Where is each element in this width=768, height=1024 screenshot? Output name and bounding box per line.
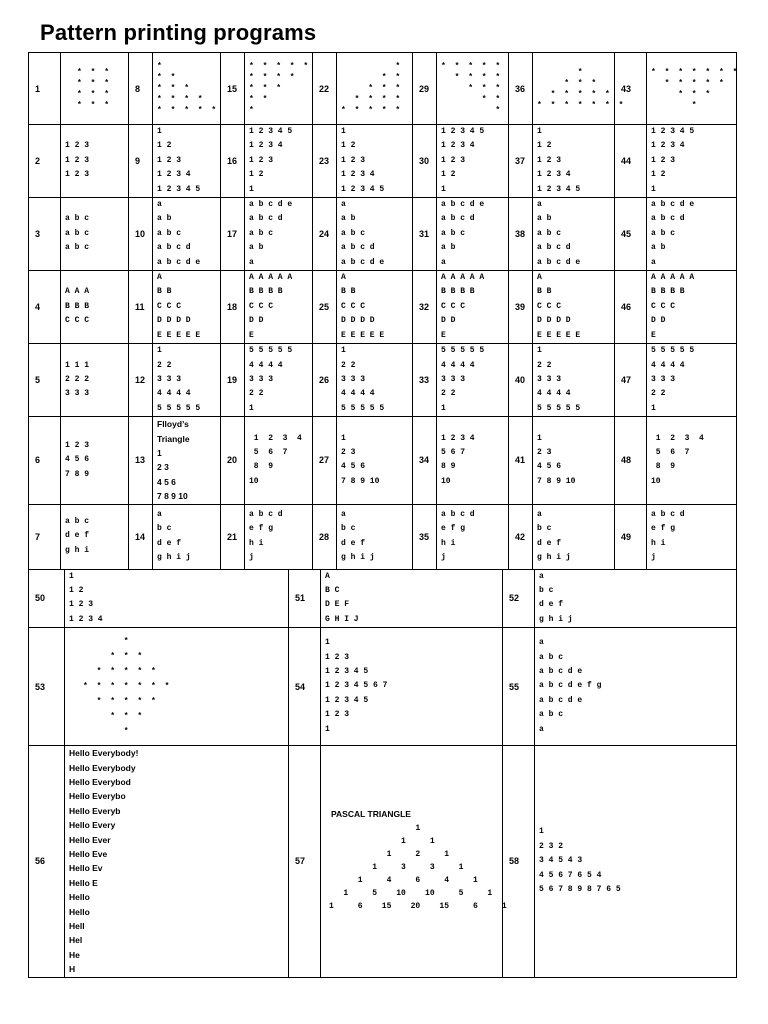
pattern-cell <box>337 504 413 569</box>
pattern-text: A A A B B B C C C <box>65 287 90 326</box>
pattern-text: a b c d e a b c d a b c a b a <box>441 200 485 267</box>
pattern-text: * * * * * * * * * * * * * * * * <box>537 67 626 110</box>
pattern-number: 17 <box>221 198 245 271</box>
pattern-number: 25 <box>313 271 337 344</box>
pattern-text: a b c a b c a b c <box>65 214 90 253</box>
pattern-text: A B C D E F G H I J <box>325 571 359 624</box>
pattern-text: * * * * * * * * * * * * * * * * * * * * * * * * * <box>83 637 172 737</box>
pattern-number: 54 <box>289 628 321 746</box>
pattern-text: 5 5 5 5 5 4 4 4 4 3 3 3 2 2 1 <box>441 346 485 413</box>
pattern-text: a a b a b c a b c d a b c d e <box>341 200 385 267</box>
pattern-cell <box>535 628 737 746</box>
pattern-text: 1 2 3 4 5 1 2 3 4 1 2 3 1 2 1 <box>249 127 293 194</box>
pattern-number: 22 <box>313 53 337 125</box>
pattern-table-top <box>28 52 740 570</box>
pattern-cell <box>337 53 413 125</box>
pattern-text: a b c d e f g h i j <box>539 571 573 624</box>
pattern-text: Flloyd’s Triangle 1 2 3 4 5 6 7 8 9 10 <box>157 419 190 502</box>
pattern-number: 14 <box>129 504 153 569</box>
pattern-text: 1 2 3 4 5 6 7 8 9 10 <box>651 433 704 486</box>
pattern-cell <box>647 271 737 344</box>
pattern-number: 12 <box>129 344 153 417</box>
pattern-cell <box>437 271 509 344</box>
pattern-text: a b c d e f g h i j <box>651 509 685 562</box>
pattern-text: 1 1 2 3 1 2 3 4 5 1 2 3 4 5 6 7 1 2 3 4 5 1 2 3 1 <box>325 638 388 734</box>
pattern-number: 47 <box>615 344 647 417</box>
pattern-number: 45 <box>615 198 647 271</box>
pattern-number: 39 <box>509 271 533 344</box>
pattern-cell <box>535 746 737 978</box>
pattern-number: 52 <box>503 569 535 628</box>
pattern-text: 5 5 5 5 5 4 4 4 4 3 3 3 2 2 1 <box>651 346 695 413</box>
pattern-text: A A A A A B B B B C C C D D E <box>249 273 293 340</box>
pattern-number: 6 <box>29 417 61 504</box>
pattern-number: 24 <box>313 198 337 271</box>
pattern-text: 1 2 3 4 5 6 7 8 9 10 <box>537 433 576 486</box>
pattern-number: 15 <box>221 53 245 125</box>
pattern-text: Hello Everybody! Hello Everybody Hello Everybod Hello Everybo Hello Everyb Hello Every Hello Ever Hello Eve Hello Ev Hello E Hello Hello Hell Hel He H <box>69 748 139 975</box>
pattern-row-3 <box>29 198 737 271</box>
pattern-cell <box>321 628 503 746</box>
pascal-heading: PASCAL TRIANGLE <box>331 809 411 820</box>
pattern-row-5 <box>29 344 737 417</box>
pattern-cell <box>65 628 289 746</box>
pattern-number: 27 <box>313 417 337 504</box>
pattern-number: 38 <box>509 198 533 271</box>
pattern-text: a b c d e a b c d a b c a b a <box>651 200 695 267</box>
pattern-cell <box>61 344 129 417</box>
pattern-cell <box>61 198 129 271</box>
pattern-text: 1 2 2 3 3 3 4 4 4 4 5 5 5 5 5 <box>157 346 201 413</box>
pattern-text: * * * * * * * * * * * * * * * <box>249 62 311 115</box>
pattern-cell <box>337 125 413 198</box>
pattern-number: 46 <box>615 271 647 344</box>
pattern-row-1 <box>29 53 737 125</box>
pattern-cell <box>647 125 737 198</box>
pattern-number: 41 <box>509 417 533 504</box>
pascal-cell <box>321 746 507 978</box>
pattern-text: 1 2 2 3 3 3 4 4 4 4 5 5 5 5 5 <box>537 346 581 413</box>
pattern-cell <box>533 53 626 125</box>
pattern-number: 21 <box>221 504 245 569</box>
pattern-cell <box>153 198 221 271</box>
pattern-text: 5 5 5 5 5 4 4 4 4 3 3 3 2 2 1 <box>249 346 293 413</box>
pattern-cell <box>245 271 313 344</box>
pattern-text: * * * * * * * * * * * * * * * <box>341 62 403 115</box>
pattern-number: 23 <box>313 125 337 198</box>
pattern-cell <box>61 53 129 125</box>
pattern-number: 44 <box>615 125 647 198</box>
pattern-text: A B B C C C D D D D E E E E E <box>341 273 385 340</box>
pattern-cell <box>65 569 289 628</box>
pattern-number: 40 <box>509 344 533 417</box>
pattern-text: A B B C C C D D D D E E E E E <box>157 273 201 340</box>
pattern-row-9 <box>29 628 737 746</box>
pattern-text: a a b a b c a b c d a b c d e <box>157 200 201 267</box>
pattern-cell <box>245 198 313 271</box>
pattern-text: a a b c a b c d e a b c d e f g a b c d e a b c a <box>539 638 602 734</box>
pattern-cell <box>245 504 313 569</box>
pattern-cell <box>437 53 509 125</box>
pattern-number: 34 <box>413 417 437 504</box>
pattern-cell <box>437 504 509 569</box>
pattern-cell <box>437 417 509 504</box>
pattern-text: 1 2 2 3 3 3 4 4 4 4 5 5 5 5 5 <box>341 346 385 413</box>
pattern-number: 43 <box>615 53 647 125</box>
pattern-cell <box>647 417 737 504</box>
pattern-text: 1 1 2 1 2 3 1 2 3 4 1 2 3 4 5 <box>537 127 581 194</box>
pattern-number: 20 <box>221 417 245 504</box>
pattern-text: a b c d e a b c d a b c a b a <box>249 200 293 267</box>
pattern-text: 1 2 3 4 5 6 7 8 9 10 <box>341 433 380 486</box>
pattern-text: A A A A A B B B B C C C D D E <box>441 273 485 340</box>
pattern-text: 1 2 3 4 5 6 7 8 9 10 <box>441 433 475 486</box>
pattern-text: * * * * * * * * * * * * <box>77 67 112 110</box>
pattern-number: 7 <box>29 504 61 569</box>
pattern-cell <box>245 417 313 504</box>
pattern-cell <box>535 569 737 628</box>
pattern-number: 11 <box>129 271 153 344</box>
pattern-text: * * * * * * * * * * * * * * * * <box>651 67 740 110</box>
pattern-number: 33 <box>413 344 437 417</box>
pattern-cell <box>647 53 740 125</box>
pattern-text: 1 1 2 1 2 3 1 2 3 4 1 2 3 4 5 <box>157 127 201 194</box>
pattern-text: 1 1 2 1 2 3 1 2 3 4 <box>69 571 103 624</box>
pattern-cell <box>61 504 129 569</box>
pattern-cell <box>647 504 737 569</box>
pattern-number: 50 <box>29 569 65 628</box>
pattern-cell <box>61 125 129 198</box>
pattern-number: 36 <box>509 53 533 125</box>
pattern-text: a b c d e f g h i j <box>341 509 375 562</box>
pattern-number: 57 <box>289 746 321 978</box>
pattern-cell <box>647 198 737 271</box>
pattern-cell <box>153 271 221 344</box>
pattern-cell <box>245 125 313 198</box>
pattern-grid <box>28 52 740 978</box>
pattern-cell <box>153 417 221 504</box>
pattern-row-4 <box>29 271 737 344</box>
pattern-number: 56 <box>29 746 65 978</box>
pattern-number: 37 <box>509 125 533 198</box>
pattern-number: 4 <box>29 271 61 344</box>
pattern-cell <box>337 198 413 271</box>
pattern-number: 35 <box>413 504 437 569</box>
pattern-text: 1 2 3 4 5 6 7 8 9 10 <box>249 433 302 486</box>
pattern-number: 16 <box>221 125 245 198</box>
pattern-number: 2 <box>29 125 61 198</box>
pattern-text: a b c d e f g h i j <box>537 509 571 562</box>
pattern-text: 1 2 3 4 5 1 2 3 4 1 2 3 1 2 1 <box>441 127 485 194</box>
pattern-text: 1 2 3 4 5 6 7 8 9 <box>65 440 90 479</box>
pattern-number: 26 <box>313 344 337 417</box>
pattern-cell <box>337 417 413 504</box>
pattern-cell <box>533 344 615 417</box>
pattern-number: 42 <box>509 504 533 569</box>
pattern-cell <box>437 125 509 198</box>
pattern-cell <box>647 344 737 417</box>
pattern-number: 13 <box>129 417 153 504</box>
pattern-cell <box>337 271 413 344</box>
pattern-number: 9 <box>129 125 153 198</box>
pattern-row-7 <box>29 504 737 569</box>
pattern-number: 3 <box>29 198 61 271</box>
pattern-cell <box>437 198 509 271</box>
pattern-text: A B B C C C D D D D E E E E E <box>537 273 581 340</box>
pattern-table-bottom <box>28 569 737 978</box>
pattern-row-2 <box>29 125 737 198</box>
pattern-cell <box>533 417 615 504</box>
pattern-text: * * * * * * * * * * * * * * * <box>441 62 503 115</box>
pattern-number: 31 <box>413 198 437 271</box>
pattern-number: 1 <box>29 53 61 125</box>
pattern-number: 49 <box>615 504 647 569</box>
pattern-cell <box>153 125 221 198</box>
pattern-text: 1 2 3 1 2 3 1 2 3 <box>65 141 90 180</box>
pattern-number: 32 <box>413 271 437 344</box>
pattern-text: 1 1 1 2 2 2 3 3 3 <box>65 360 90 399</box>
pattern-row-10 <box>29 746 737 978</box>
pattern-cell <box>533 125 615 198</box>
pattern-cell <box>153 504 221 569</box>
pattern-cell <box>437 344 509 417</box>
pattern-text: a b c d e f g h i j <box>249 509 283 562</box>
pattern-text: 1 2 3 4 5 1 2 3 4 1 2 3 1 2 1 <box>651 127 695 194</box>
pattern-text: a b c d e f g h i j <box>157 509 191 562</box>
pattern-number: 10 <box>129 198 153 271</box>
pattern-number: 18 <box>221 271 245 344</box>
pattern-cell <box>61 417 129 504</box>
pattern-number: 53 <box>29 628 65 746</box>
pattern-cell <box>153 53 221 125</box>
pattern-number: 5 <box>29 344 61 417</box>
pattern-text: a b c d e f g h i <box>65 516 90 555</box>
pattern-number: 29 <box>413 53 437 125</box>
pattern-cell <box>65 746 289 978</box>
pattern-text: A A A A A B B B B C C C D D E <box>651 273 695 340</box>
pattern-number: 58 <box>503 746 535 978</box>
pattern-text: * * * * * * * * * * * * * * * <box>157 62 219 115</box>
pattern-cell <box>533 504 615 569</box>
pattern-cell <box>533 271 615 344</box>
page-title: Pattern printing programs <box>40 20 317 45</box>
pattern-row-6 <box>29 417 737 504</box>
pattern-text: a b c d e f g h i j <box>441 509 475 562</box>
pattern-text: a a b a b c a b c d a b c d e <box>537 200 581 267</box>
pattern-text: 1 1 2 1 2 3 1 2 3 4 1 2 3 4 5 <box>341 127 385 194</box>
pattern-cell <box>61 271 129 344</box>
pattern-text: 1 1 1 1 2 1 1 3 3 1 1 4 6 4 1 1 5 10 10 5 1 1 6 15 20 15 6 1 <box>329 824 507 912</box>
pattern-number: 28 <box>313 504 337 569</box>
pattern-row-8 <box>29 569 737 628</box>
pattern-number: 55 <box>503 628 535 746</box>
pattern-text: 1 2 3 2 3 4 5 4 3 4 5 6 7 6 5 4 5 6 7 8 9 8 7 6 5 <box>539 827 621 895</box>
pattern-number: 8 <box>129 53 153 125</box>
pattern-cell <box>153 344 221 417</box>
pattern-number: 30 <box>413 125 437 198</box>
pattern-cell <box>245 53 313 125</box>
pattern-cell <box>321 569 503 628</box>
pattern-number: 19 <box>221 344 245 417</box>
pattern-number: 51 <box>289 569 321 628</box>
pattern-cell <box>337 344 413 417</box>
pattern-cell <box>533 198 615 271</box>
pattern-cell <box>245 344 313 417</box>
pattern-number: 48 <box>615 417 647 504</box>
